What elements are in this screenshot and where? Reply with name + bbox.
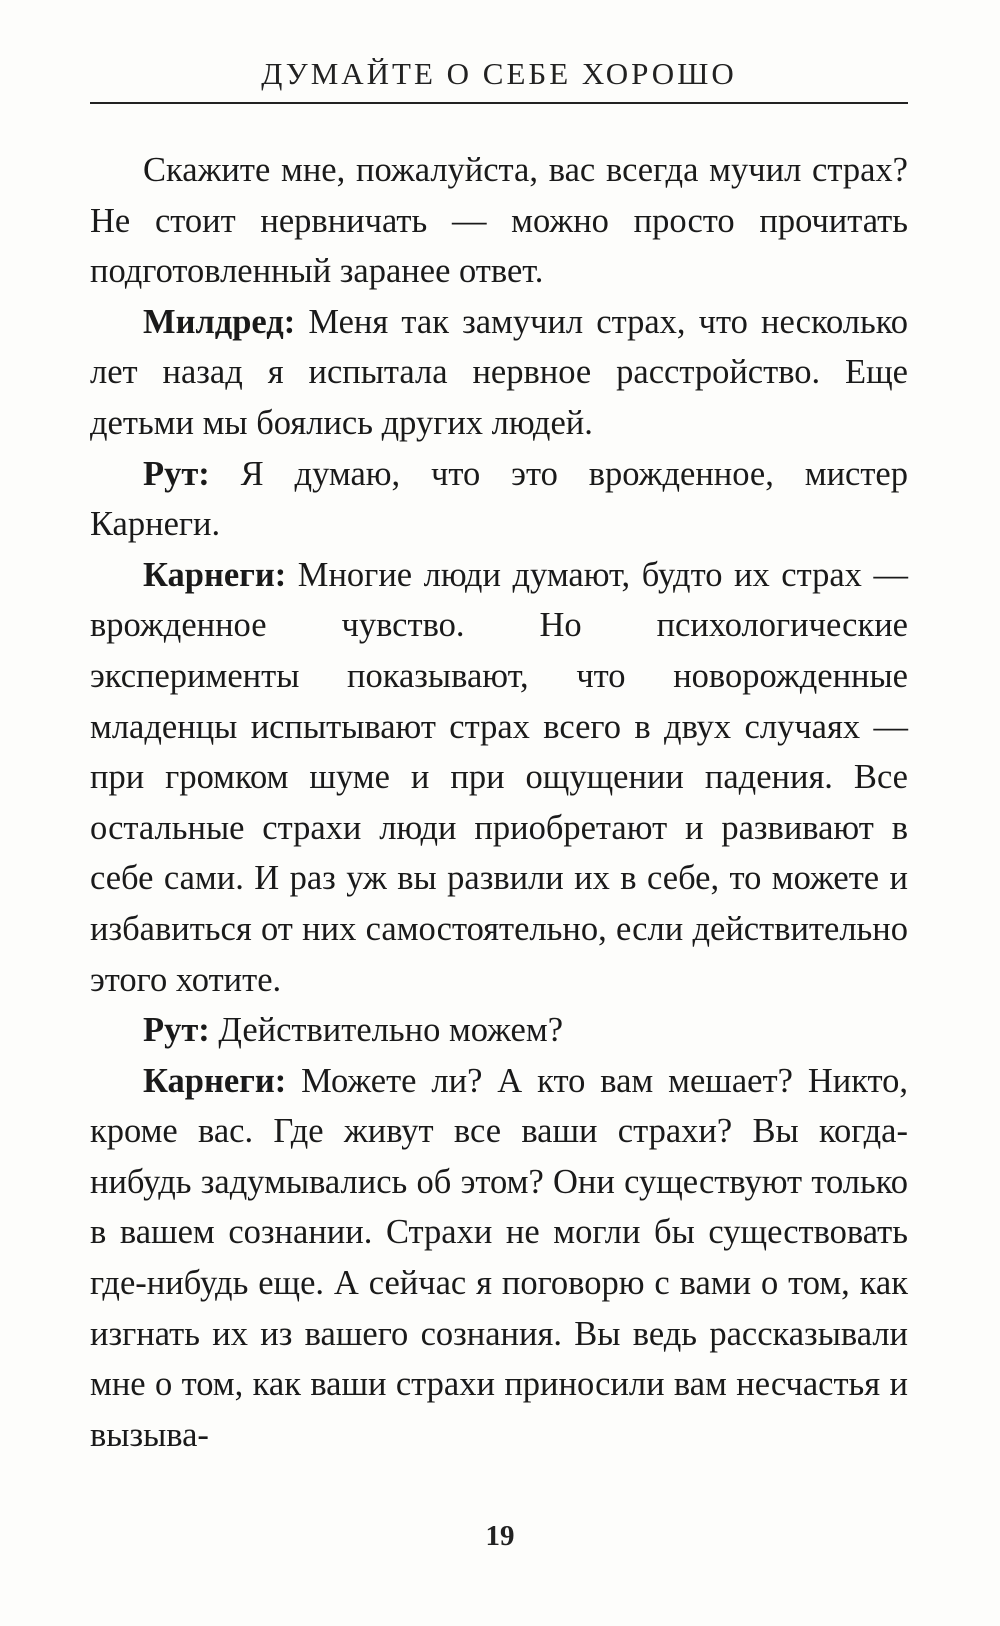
header-rule (90, 102, 908, 104)
speaker-label: Рут: (143, 454, 210, 493)
paragraph (90, 1056, 908, 1461)
page-number: 19 (485, 1520, 515, 1552)
paragraph-text: Многие люди думают, будто их страх — врожденное чувство. Но психологические эксперименты показывают, что новорожденные младенцы испытывают страх всего в двух случаях — при громком шуме и при ощущении падения. Все остальные страхи люди приобретают и развивают в себе сами. И раз уж вы развили их в себе, то можете и избавиться от них самостоятельно, если действительно этого хотите. (90, 555, 908, 999)
running-title: ДУМАЙТЕ О СЕБЕ ХОРОШО (261, 56, 737, 91)
paragraph-text: Скажите мне, пожалуйста, вас всегда мучил страх? Не стоит нервничать — можно просто прочитать подготовленный заранее ответ. (90, 151, 908, 291)
speaker-label: Карнеги: (143, 555, 287, 594)
paragraph (90, 297, 908, 449)
paragraph (90, 449, 908, 550)
paragraph-text: Можете ли? А кто вам мешает? Никто, кроме вас. Где живут все ваши страхи? Вы когда-нибудь задумывались об этом? Они существуют только в вашем сознании. Страхи не могли бы существовать где-нибудь еще. А сейчас я поговорю с вами о том, как изгнать их из вашего сознания. Вы ведь рассказывали мне о том, как ваши страхи приносили вам несчастья и вызыва- (90, 1061, 908, 1454)
body-text (90, 145, 908, 1460)
paragraph-text: Меня так замучил страх, что несколько лет назад я испытала нервное расстройство. Еще детьми мы боялись других людей. (90, 302, 908, 442)
speaker-label: Милдред: (143, 302, 296, 341)
paragraph-text: Я думаю, что это врожденное, мистер Карнеги. (90, 454, 908, 544)
speaker-label: Рут: (143, 1011, 210, 1050)
speaker-label: Карнеги: (143, 1061, 287, 1100)
paragraph (90, 550, 908, 1005)
paragraph-text: Действительно можем? (209, 1011, 564, 1050)
paragraph (90, 145, 908, 297)
paragraph (90, 1005, 908, 1056)
